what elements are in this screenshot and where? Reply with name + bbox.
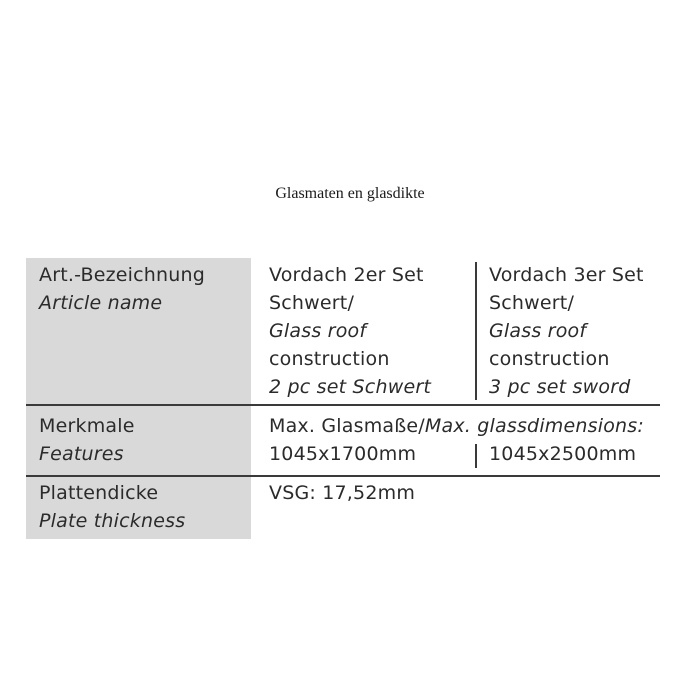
value-line: Vordach 2er Set: [269, 264, 424, 286]
value-line: Schwert/: [489, 292, 575, 314]
glass-dimensions-heading: [269, 412, 644, 440]
label-en: Plate thickness: [39, 510, 186, 532]
value-col-3pc: [489, 261, 644, 401]
label-de: Art.-Bezeichnung: [39, 264, 206, 286]
label-cell-features: [26, 406, 251, 475]
column-divider: [475, 262, 477, 400]
value-line: Schwert/: [269, 292, 355, 314]
value-line: Glass roof: [269, 320, 367, 342]
label-en: Article name: [39, 292, 163, 314]
value-line: 3 pc set sword: [489, 376, 631, 398]
row-plate-thickness: [26, 477, 660, 539]
row-features: [26, 406, 660, 475]
label-cell-article-name: [26, 258, 251, 404]
label-en: Features: [39, 443, 124, 465]
value-line: construction: [269, 348, 390, 370]
value-col-2pc: [269, 261, 431, 401]
value-line: 2 pc set Schwert: [269, 376, 431, 398]
column-divider: [475, 444, 477, 468]
value-line: construction: [489, 348, 610, 370]
value-line: Vordach 3er Set: [489, 264, 644, 286]
label-de: Merkmale: [39, 415, 135, 437]
spec-table: [26, 258, 660, 532]
row-article-name: [26, 258, 660, 404]
value-line: Glass roof: [489, 320, 587, 342]
plate-thickness-value: VSG: 17,52mm: [269, 482, 416, 504]
label-cell-plate-thickness: [26, 477, 251, 539]
dimension-2pc: 1045x1700mm: [269, 443, 417, 465]
heading-en: Max. glassdimensions:: [424, 415, 644, 437]
heading-de: Max. Glasmaße/: [269, 415, 425, 437]
caption: Glasmaten en glasdikte: [275, 185, 425, 202]
dimension-3pc: 1045x2500mm: [489, 443, 637, 465]
label-de: Plattendicke: [39, 482, 159, 504]
